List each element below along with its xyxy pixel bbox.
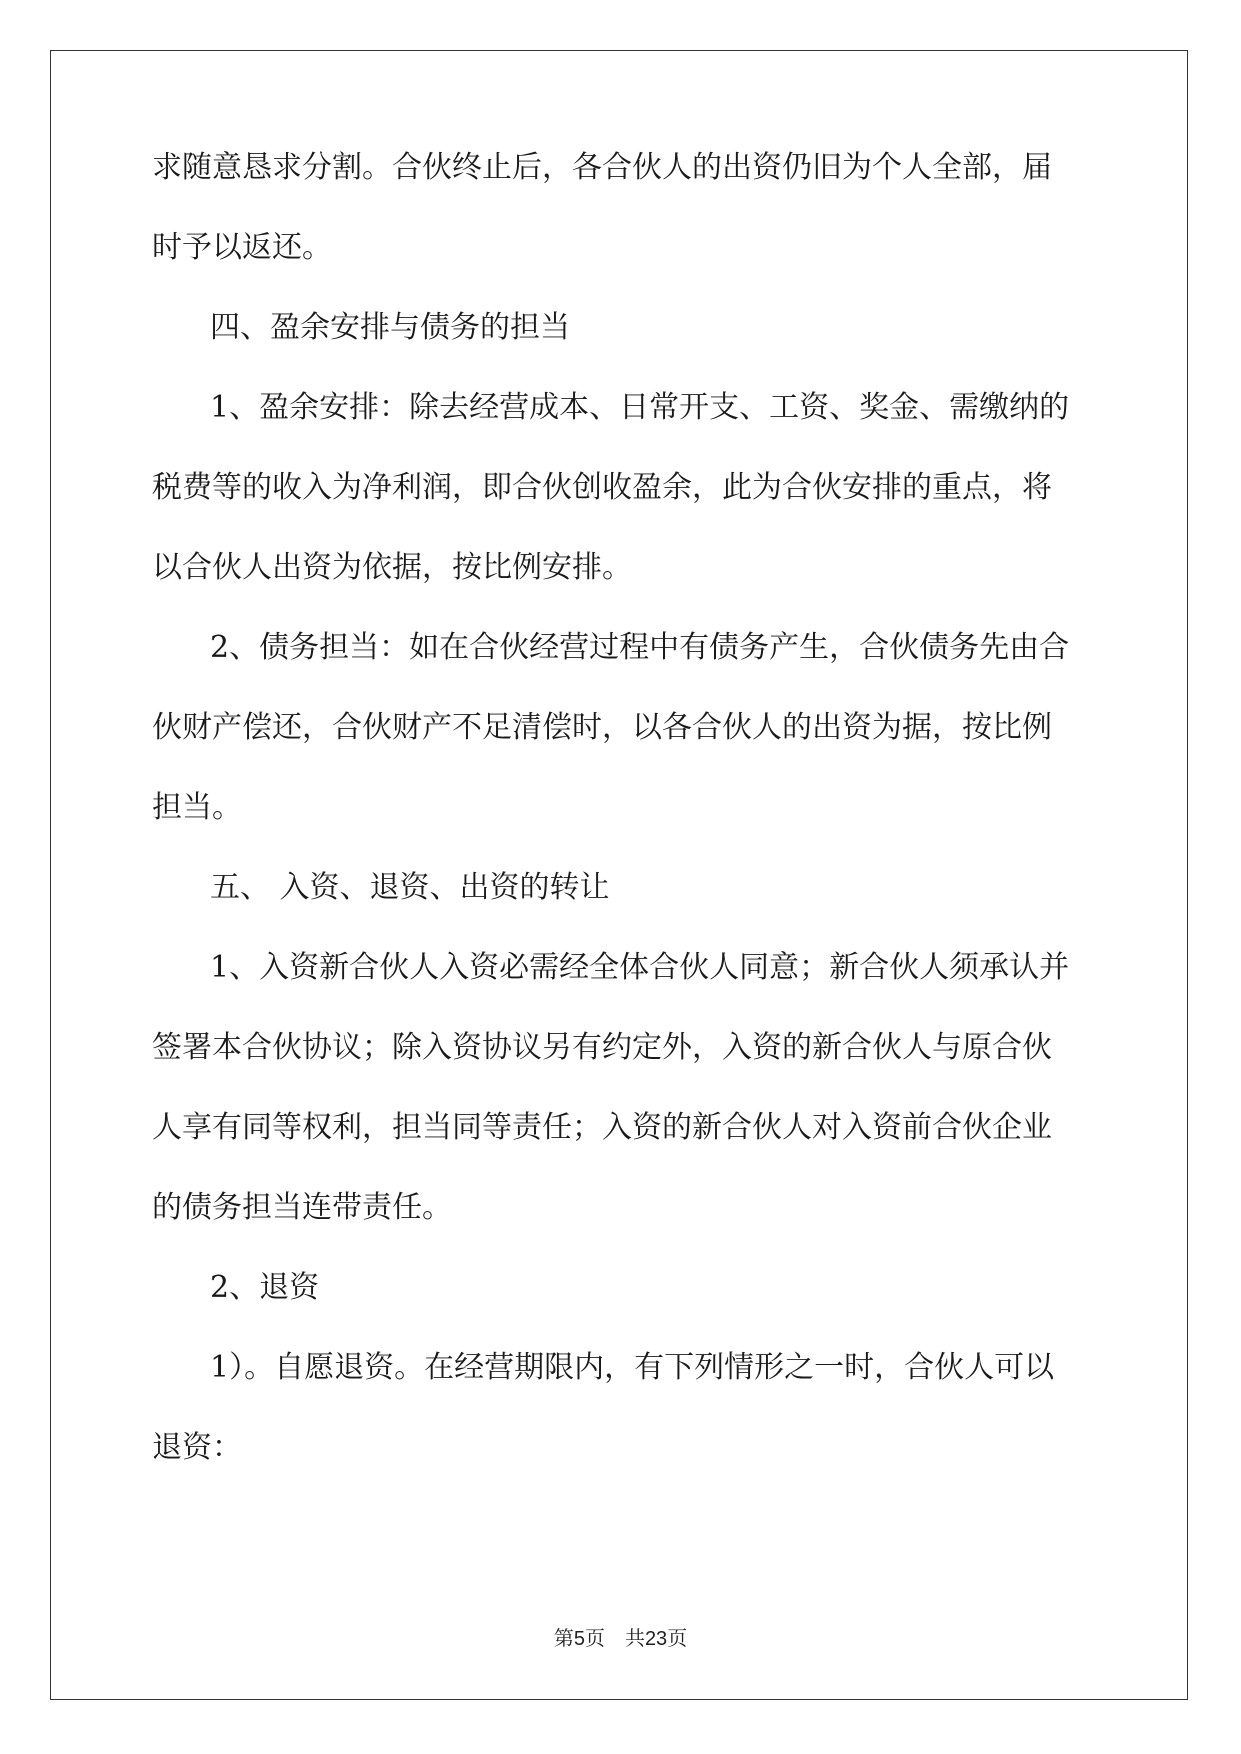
- page-suffix: 页: [584, 1628, 605, 1650]
- section-heading: 四、盈余安排与债务的担当: [210, 310, 570, 345]
- text-line: 伙财产偿还，合伙财产不足清偿时，以各合伙人的出资为据，按比例: [152, 710, 1052, 745]
- total-suffix: 页: [667, 1628, 688, 1650]
- text-line: 的债务担当连带责任。: [152, 1190, 452, 1225]
- text-line: 人享有同等权利，担当同等责任；入资的新合伙人对入资前合伙企业: [152, 1110, 1052, 1145]
- text-line: 2、退资: [210, 1270, 320, 1305]
- text-line: 求随意恳求分割。合伙终止后，各合伙人的出资仍旧为个人全部，届: [152, 150, 1052, 185]
- total-pages: 23: [644, 1628, 668, 1650]
- page-footer: [0, 1622, 1241, 1651]
- page-prefix: 第: [553, 1628, 574, 1650]
- section-heading: 五、 入资、退资、出资的转让: [210, 870, 610, 905]
- text-line: 退资：: [152, 1430, 242, 1465]
- text-line: 担当。: [152, 790, 242, 825]
- text-line: 1、盈余安排：除去经营成本、日常开支、工资、奖金、需缴纳的: [210, 390, 1070, 425]
- text-line: 1、入资新合伙人入资必需经全体合伙人同意；新合伙人须承认并: [210, 950, 1070, 985]
- text-line: 时予以返还。: [152, 230, 332, 265]
- text-line: 2、债务担当：如在合伙经营过程中有债务产生，合伙债务先由合: [210, 630, 1070, 665]
- text-line: 以合伙人出资为依据，按比例安排。: [152, 550, 632, 585]
- page-number: 5: [573, 1628, 585, 1650]
- text-line: 1）。自愿退资。在经营期限内，有下列情形之一时，合伙人可以: [210, 1350, 1055, 1385]
- text-line: 签署本合伙协议；除入资协议另有约定外，入资的新合伙人与原合伙: [152, 1030, 1052, 1065]
- text-line: 税费等的收入为净利润，即合伙创收盈余，此为合伙安排的重点，将: [152, 470, 1052, 505]
- total-prefix: 共: [624, 1628, 645, 1650]
